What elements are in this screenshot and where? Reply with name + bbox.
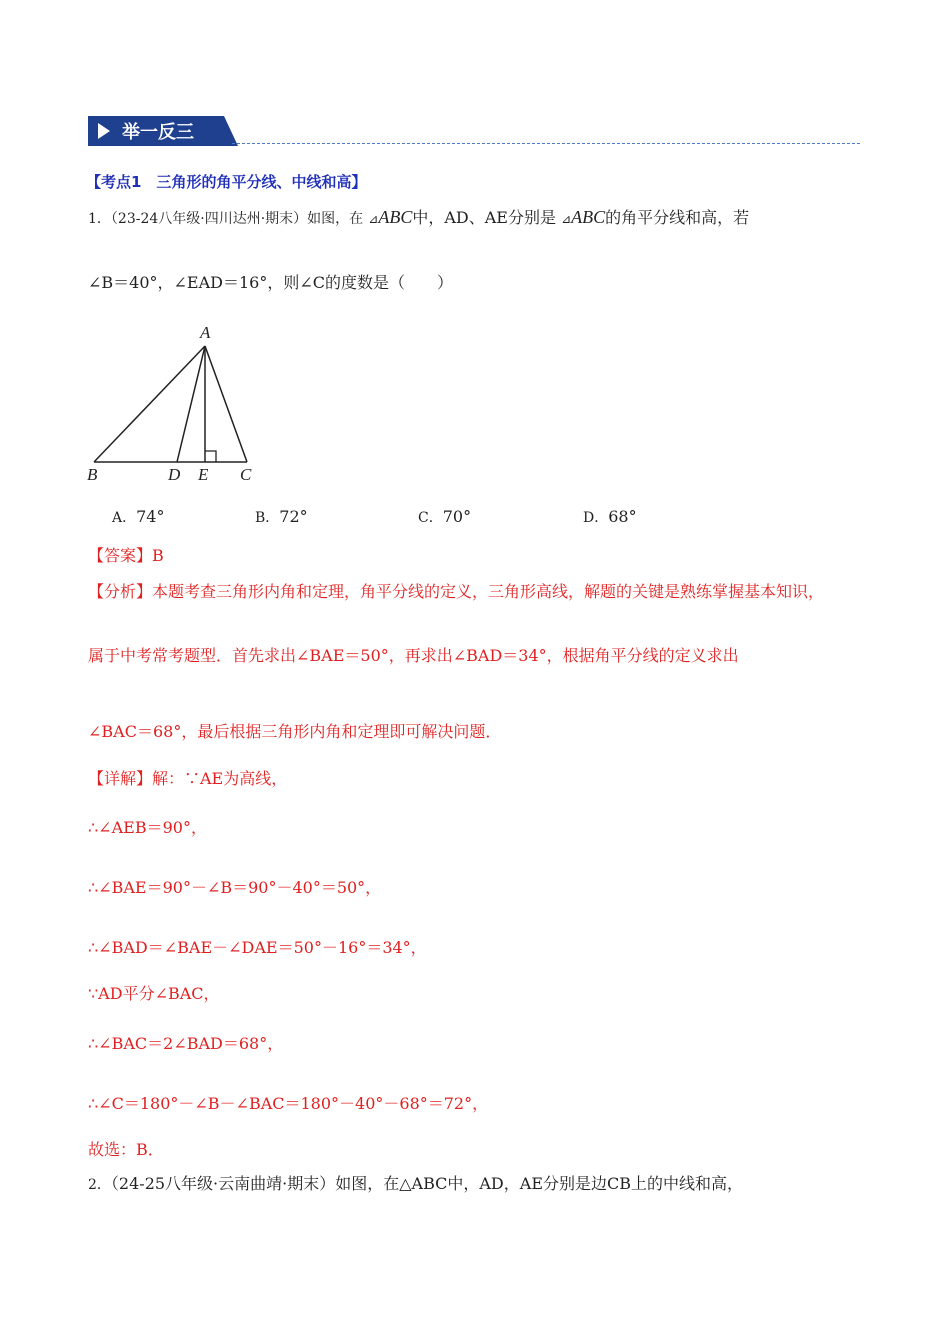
option-d[interactable]: D．68° (583, 507, 637, 526)
option-c[interactable]: C．70° (418, 507, 472, 526)
option-b[interactable]: B．72° (255, 507, 308, 526)
label-a: A (200, 323, 211, 342)
step-3: ∴∠BAD＝∠BAE－∠DAE＝50°－16°＝34°， (88, 938, 427, 957)
q1-line2: ∠B＝40°，∠EAD＝16°，则∠C的度数是（ ） (88, 273, 454, 292)
analysis-line2: 属于中考常考题型．首先求出∠BAE＝50°，再求出∠BAD＝34°，根据角平分线的定义求出 (88, 646, 739, 665)
step-6: ∴∠C＝180°－∠B－∠BAC＝180°－40°－68°＝72°， (88, 1094, 489, 1113)
label-c: C (240, 465, 252, 484)
q2-line1: 2．（24-25八年级·云南曲靖·期末）如图，在△ABC中，AD，AE分别是边CB上的中线和高， (88, 1174, 743, 1193)
step-2: ∴∠BAE＝90°－∠B＝90°－40°＝50°， (88, 878, 382, 897)
analysis-line3: ∠BAC＝68°，最后根据三角形内角和定理即可解决问题． (88, 722, 502, 741)
option-a[interactable]: A．74° (112, 507, 165, 526)
right-angle-mark (205, 451, 216, 462)
conclusion: 故选：B． (88, 1140, 164, 1159)
label-e: E (198, 465, 209, 484)
section-banner-label: 举一反三 (122, 122, 194, 143)
triangle-figure (86, 322, 276, 492)
analysis-line1: 【分析】本题考查三角形内角和定理，角平分线的定义，三角形高线，解题的关键是熟练掌握基本知识， (88, 582, 825, 601)
q1-line1: 1．（23-24八年级·四川达州·期末）如图，在 ⊿ABC中，AD、AE分别是 ⊿ABC的角平分线和高，若 (88, 207, 750, 227)
step-4: ∵AD平分∠BAC， (88, 984, 220, 1003)
label-b: B (87, 465, 98, 484)
divider (232, 143, 860, 144)
label-d: D (168, 465, 181, 484)
answer: 【答案】B (88, 546, 164, 565)
topic-heading: 【考点1 三角形的角平分线、中线和高】 (86, 173, 367, 191)
step-1: ∴∠AEB＝90°， (88, 818, 207, 837)
step-5: ∴∠BAC＝2∠BAD＝68°， (88, 1034, 284, 1053)
detail-intro: 【详解】解：∵AE为高线， (88, 769, 288, 788)
